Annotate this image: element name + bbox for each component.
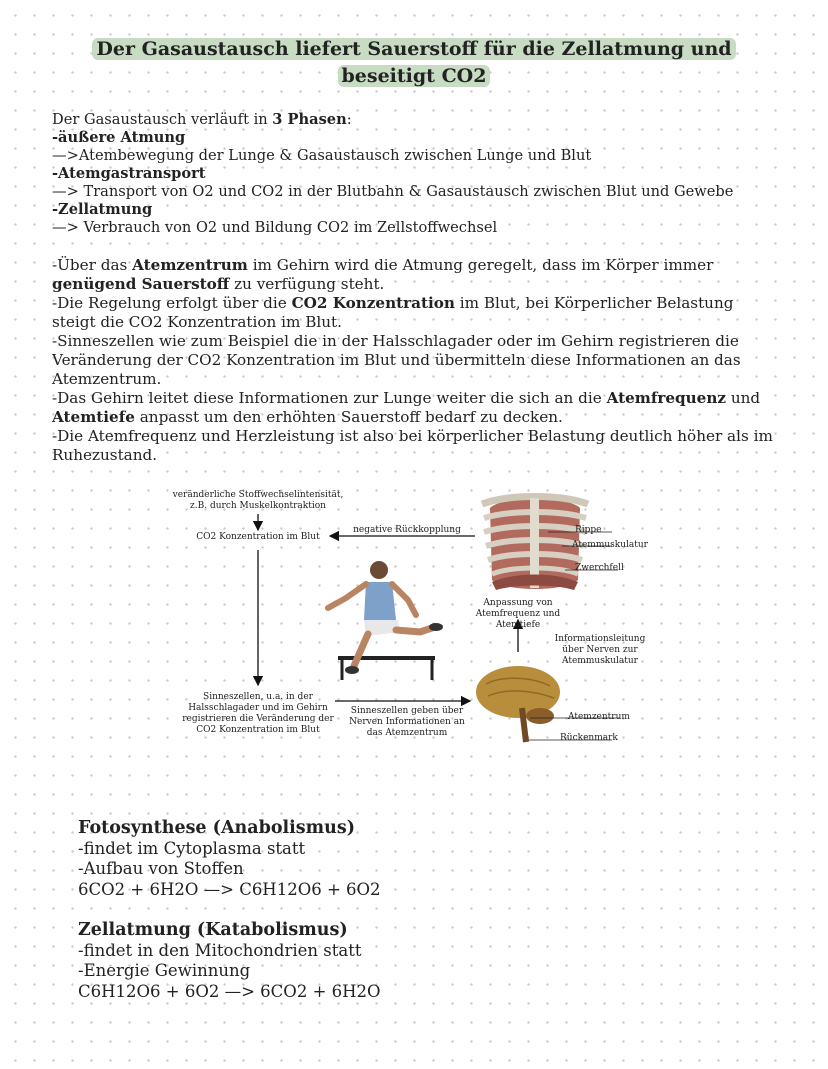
zellatmung-section	[78, 920, 578, 1002]
phase-desc: —>Atembewegung der Lunge & Gasaustausch zwischen Lunge und Blut	[52, 147, 592, 164]
fotosynthese-line: -findet im Cytoplasma statt	[78, 838, 306, 858]
nerves-label: Sinneszellen geben über Nerven Informationen an das Atemzentrum	[349, 706, 465, 738]
co2-label: CO2 Konzentration im Blut	[196, 532, 320, 542]
cause-label: veränderliche Stoffwechselintensität, z.B. durch Muskelkontraktion	[172, 490, 344, 511]
info-label: Informationsleitung über Nerven zur Atemmuskulatur	[554, 634, 646, 666]
fotosynthese-equation: 6CO2 + 6H2O —> C6H12O6 + 6O2	[78, 879, 381, 899]
atemmuskulatur-label: Atemmuskulatur	[572, 540, 648, 550]
phase-desc: —> Verbrauch von O2 und Bildung CO2 im Zellstoffwechsel	[52, 219, 498, 236]
title-line-1: Der Gasaustausch liefert Sauerstoff für die Zellatmung und	[92, 38, 735, 60]
zellatmung-equation: C6H12O6 + 6O2 —> 6CO2 + 6H2O	[78, 981, 381, 1001]
regulation-diagram	[170, 480, 670, 750]
phase-name: -äußere Atmung	[52, 129, 186, 146]
fotosynthese-line: -Aufbau von Stoffen	[78, 859, 244, 878]
paragraph: -Sinneszellen wie zum Beispiel die in der Halsschlagader oder im Gehirn registrieren die Veränderung der CO2 Konzentration im Blut und übermitteln diese Informationen an das Atemzentrum.	[52, 332, 741, 388]
feedback-label: negative Rückkopplung	[353, 525, 461, 535]
phases-lead: Der Gasaustausch verläuft in 3 Phasen:	[52, 111, 352, 128]
phase-desc: —> Transport von O2 und CO2 in der Blutbahn & Gasaustausch zwischen Blut und Gewebe	[52, 183, 734, 200]
fotosynthese-section	[78, 818, 578, 900]
phases-section	[52, 111, 792, 237]
zellatmung-heading: Zellatmung (Katabolismus)	[78, 920, 348, 940]
paragraph: -Das Gehirn leitet diese Informationen zur Lunge weiter die sich an die Atemfrequenz und Atemtiefe anpasst um den erhöhten Sauerstoff bedarf zu decken.	[52, 389, 761, 426]
page-title	[0, 36, 828, 90]
zwerchfell-label: Zwerchfell	[575, 563, 624, 573]
rippe-label: Rippe	[575, 525, 602, 535]
paragraph: -Die Regelung erfolgt über die CO2 Konzentration im Blut, bei Körperlicher Belastung steigt die CO2 Konzentration im Blut.	[52, 294, 734, 331]
fotosynthese-heading: Fotosynthese (Anabolismus)	[78, 818, 356, 838]
rueckenmark-label: Rückenmark	[560, 733, 618, 743]
paragraph: -Über das Atemzentrum im Gehirn wird die Atmung geregelt, dass im Körper immer genügend Sauerstoff zu verfügung steht.	[52, 256, 714, 293]
phase-name: -Zellatmung	[52, 201, 153, 218]
sensors-label: Sinneszellen, u.a. in der Halsschlagader und im Gehirn registrieren die Veränderung der CO2 Konzentration im Blut	[182, 692, 334, 735]
atemzentrum-label: Atemzentrum	[568, 712, 630, 722]
zellatmung-line: -findet in den Mitochondrien statt	[78, 940, 362, 960]
zellatmung-line: -Energie Gewinnung	[78, 961, 251, 980]
athlete-illustration	[328, 561, 443, 680]
phase-name: -Atemgastransport	[52, 165, 206, 182]
title-line-2: beseitigt CO2	[338, 65, 491, 87]
regulation-text	[52, 256, 780, 465]
adapt-label: Anpassung von Atemfrequenz und Atemtiefe	[475, 598, 561, 630]
paragraph: -Die Atemfrequenz und Herzleistung ist also bei körperlicher Belastung deutlich höher als im Ruhezustand.	[52, 427, 773, 464]
brain-illustration	[476, 666, 620, 742]
